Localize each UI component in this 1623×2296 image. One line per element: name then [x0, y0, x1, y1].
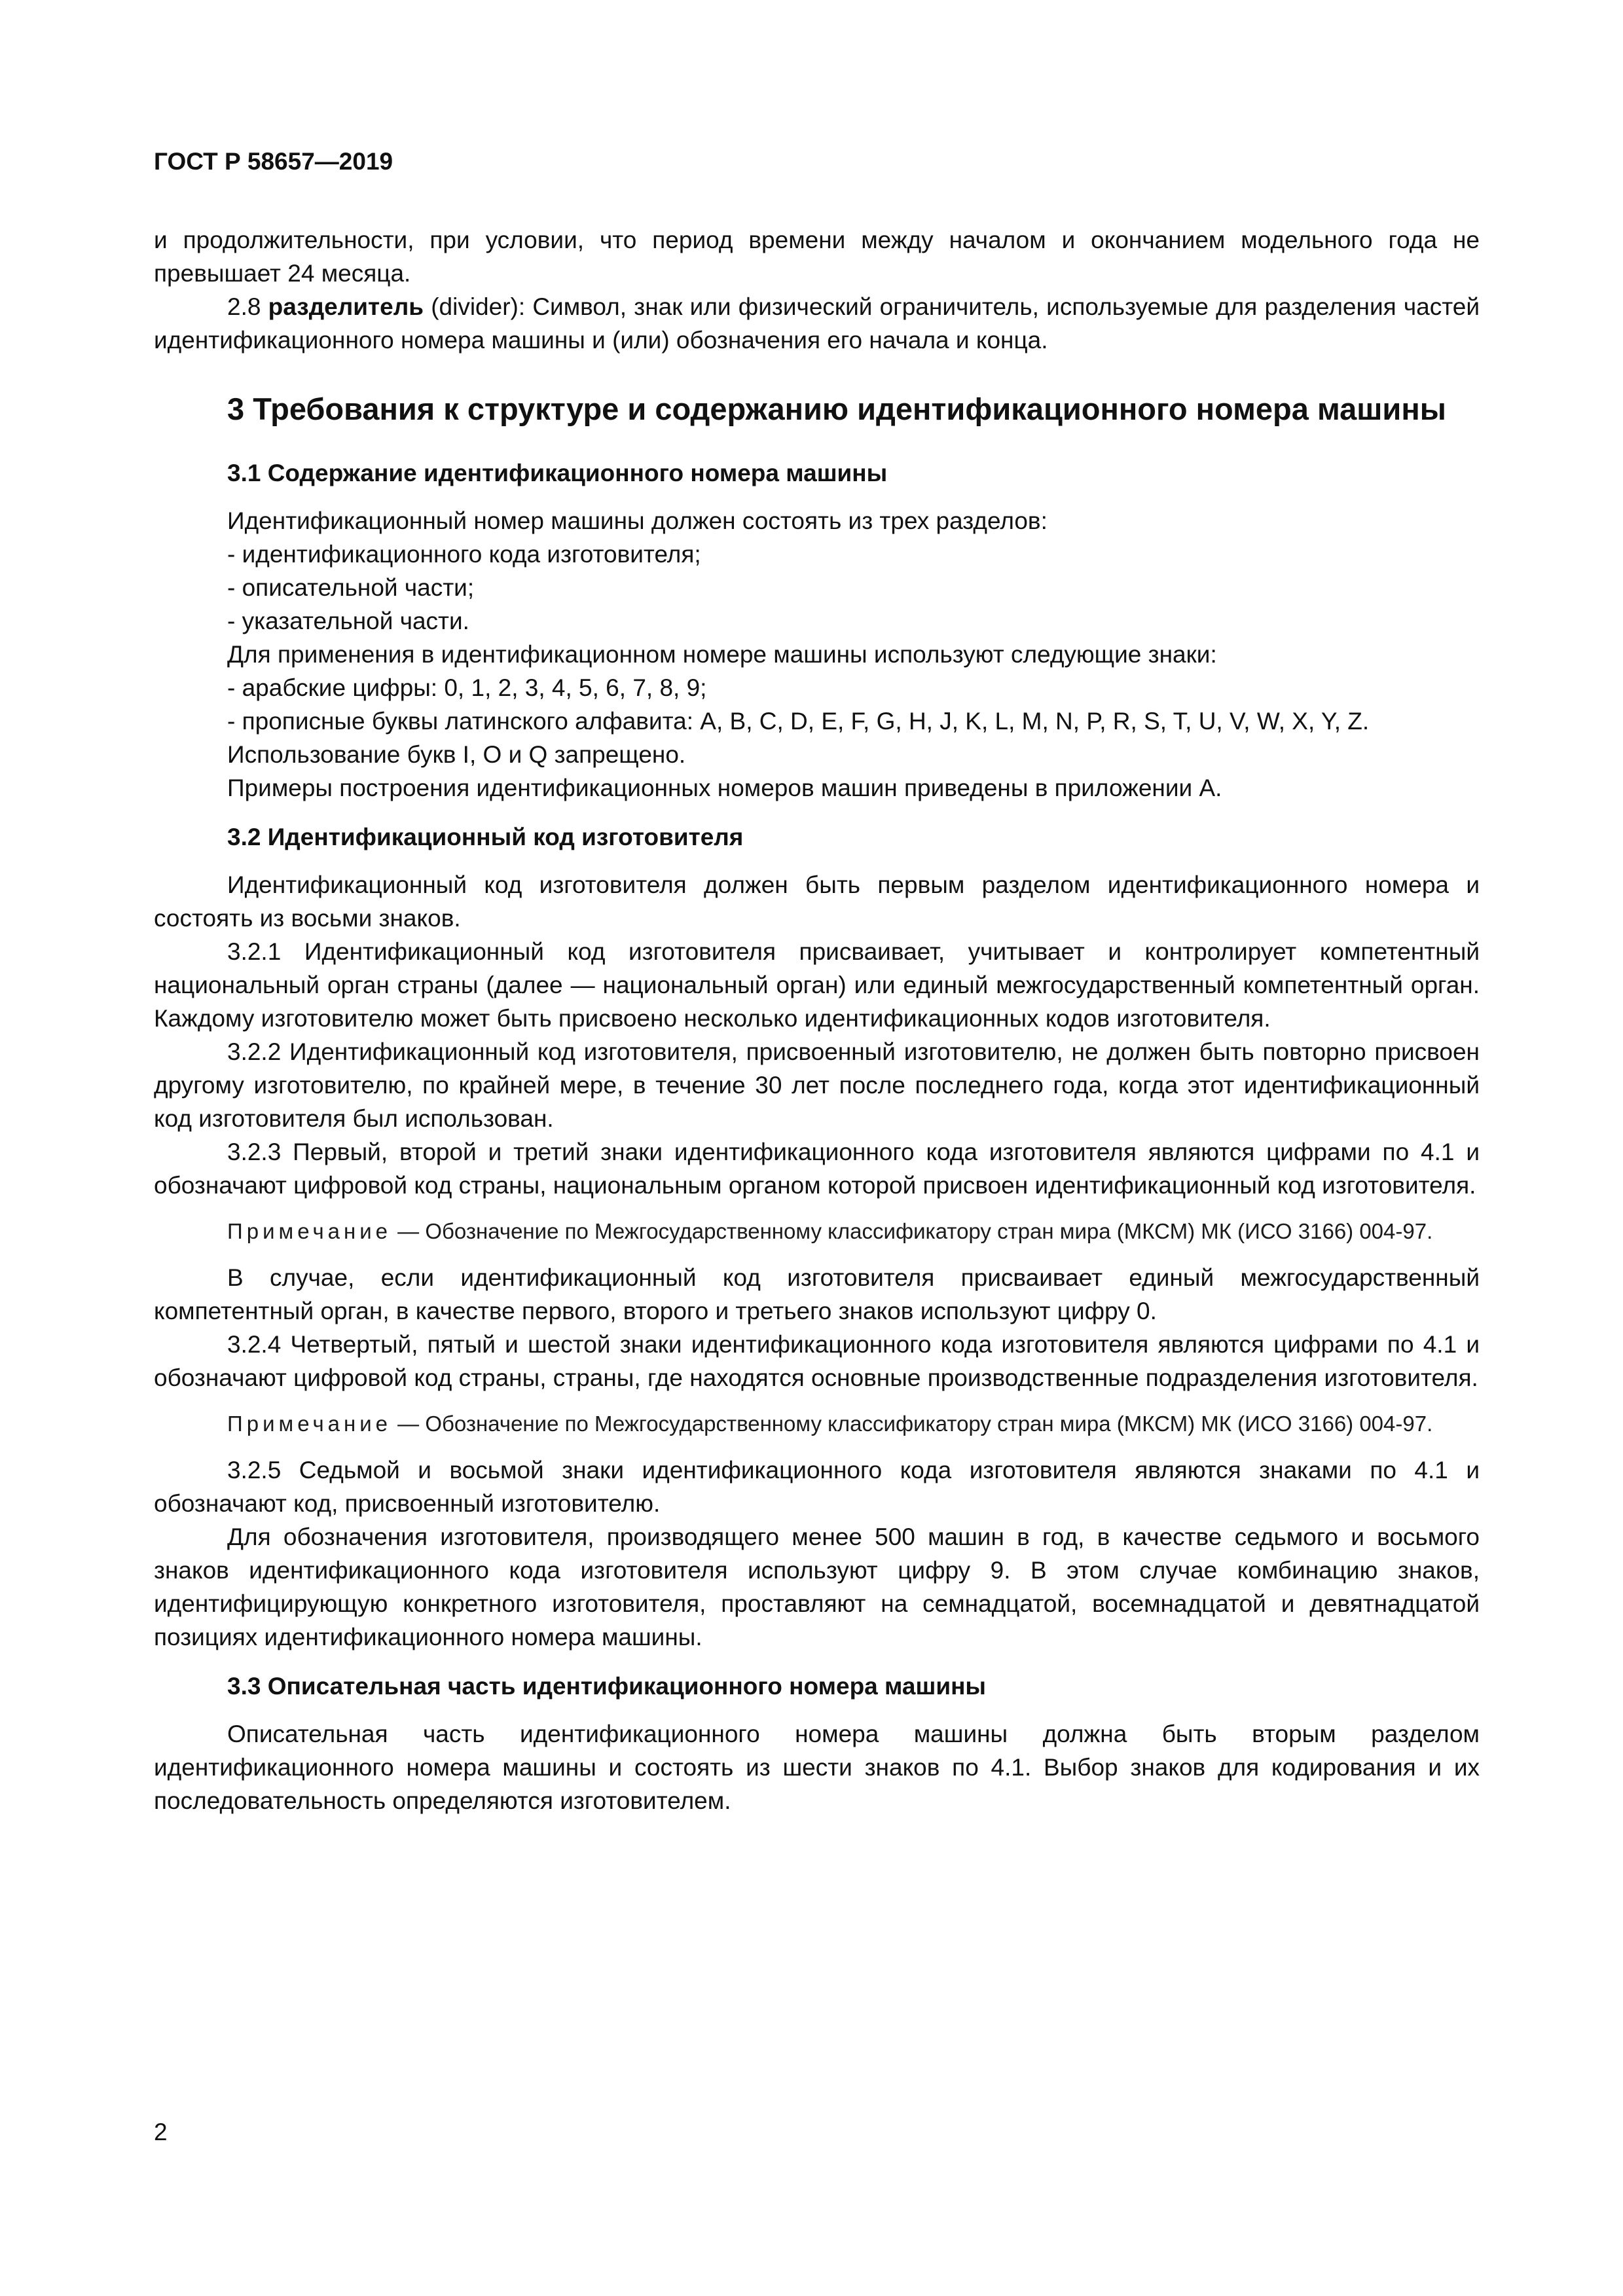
note-label: Примечание — [227, 1219, 392, 1243]
paragraph-3-2-4: 3.2.4 Четвертый, пятый и шестой знаки идентификационного кода изготовителя являются цифрами по 4.1 и обозначают цифровой код страны, страны, где находятся основные производственные подразделения изготовителя. — [154, 1331, 1480, 1391]
paragraph-continuation: и продолжительности, при условии, что период времени между началом и окончанием модельного года не превышает 24 месяца. — [154, 227, 1480, 287]
list-item: - указательной части. — [227, 608, 469, 634]
examples-reference: Примеры построения идентификационных номеров машин приведены в приложении А. — [227, 774, 1222, 801]
signs-intro: Для применения в идентификационном номере машины используют следующие знаки: — [227, 641, 1217, 668]
document-page — [154, 147, 1480, 1817]
definition-number: 2.8 — [227, 293, 268, 320]
note-2 — [154, 1409, 1480, 1439]
list-intro: Идентификационный номер машины должен состоять из трех разделов: — [227, 507, 1048, 534]
note-1 — [154, 1216, 1480, 1247]
section-3-heading: 3 Требования к структуре и содержанию идентификационного номера машины — [227, 392, 1446, 426]
document-header: ГОСТ Р 58657—2019 — [154, 148, 393, 175]
subsection-3-2-heading: 3.2 Идентификационный код изготовителя — [227, 824, 744, 850]
paragraph-3-2-5: 3.2.5 Седьмой и восьмой знаки идентификационного кода изготовителя являются знаками по 4.1 и обозначают код, присвоенный изготовителю. — [154, 1457, 1480, 1517]
list-item: - описательной части; — [227, 574, 475, 601]
paragraph-interstate-case: В случае, если идентификационный код изготовителя присваивает единый межгосударственный компетентный орган, в качестве первого, второго и третьего знаков используют цифру 0. — [154, 1264, 1480, 1324]
paragraph-3-2-2: 3.2.2 Идентификационный код изготовителя, присвоенный изготовителю, не должен быть повторно присвоен другому изготовителю, по крайней мере, в течение 30 лет после последнего года, когда этот идентификационный код изготовителя был использован. — [154, 1038, 1480, 1132]
definition-text: (divider): Символ, знак или физический ограничитель, используемые для разделения частей идентификационного номера машины и (или) обозначения его начала и конца. — [154, 293, 1480, 354]
paragraph-3-3: Описательная часть идентификационного номера машины должна быть вторым разделом идентификационного номера машины и состоять из шести знаков по 4.1. Выбор знаков для кодирования и их последовательность определяются изготовителем. — [154, 1721, 1480, 1814]
paragraph-3-2-1: 3.2.1 Идентификационный код изготовителя присваивает, учитывает и контролирует компетентный национальный орган страны (далее — национальный орган) или единый межгосударственный компетентный орган. Каждому изготовителю может быть присвоено несколько идентификационных кодов изготовителя. — [154, 938, 1480, 1032]
note-text: — Обозначение по Межгосударственному классификатору стран мира (МКСМ) МК (ИСО 3166) 004-97. — [392, 1412, 1433, 1436]
note-label: Примечание — [227, 1412, 392, 1436]
paragraph-small-manufacturer: Для обозначения изготовителя, производящего менее 500 машин в год, в качестве седьмого и восьмого знаков идентификационного кода изготовителя используют цифру 9. В этом случае комбинацию знаков, идентифицирующую конкретного изготовителя, проставляют на семнадцатой, восемнадцатой и девятнадцатой позициях идентификационного номера машины. — [154, 1523, 1480, 1650]
page-number: 2 — [154, 2119, 168, 2145]
definition-term: разделитель — [268, 293, 424, 320]
list-item-letters: - прописные буквы латинского алфавита: A, B, C, D, E, F, G, H, J, K, L, M, N, P, R, S, T, U, V, W, X, Y, Z. — [227, 708, 1370, 735]
subsection-3-3-heading: 3.3 Описательная часть идентификационного номера машины — [227, 1673, 987, 1700]
subsection-3-1-heading: 3.1 Содержание идентификационного номера машины — [227, 460, 888, 486]
list-item: - идентификационного кода изготовителя; — [227, 541, 701, 568]
paragraph-3-2-3: 3.2.3 Первый, второй и третий знаки идентификационного кода изготовителя являются цифрами по 4.1 и обозначают цифровой код страны, национальным органом которой присвоен идентификационный код изготовителя. — [154, 1139, 1480, 1199]
list-item-digits: - арабские цифры: 0, 1, 2, 3, 4, 5, 6, 7, 8, 9; — [227, 674, 707, 701]
paragraph-3-2: Идентификационный код изготовителя должен быть первым разделом идентификационного номера и состоять из восьми знаков. — [154, 871, 1480, 932]
note-text: — Обозначение по Межгосударственному классификатору стран мира (МКСМ) МК (ИСО 3166) 004-97. — [392, 1219, 1433, 1243]
forbidden-letters: Использование букв I, O и Q запрещено. — [227, 741, 686, 768]
definition-2-8 — [154, 290, 1480, 357]
